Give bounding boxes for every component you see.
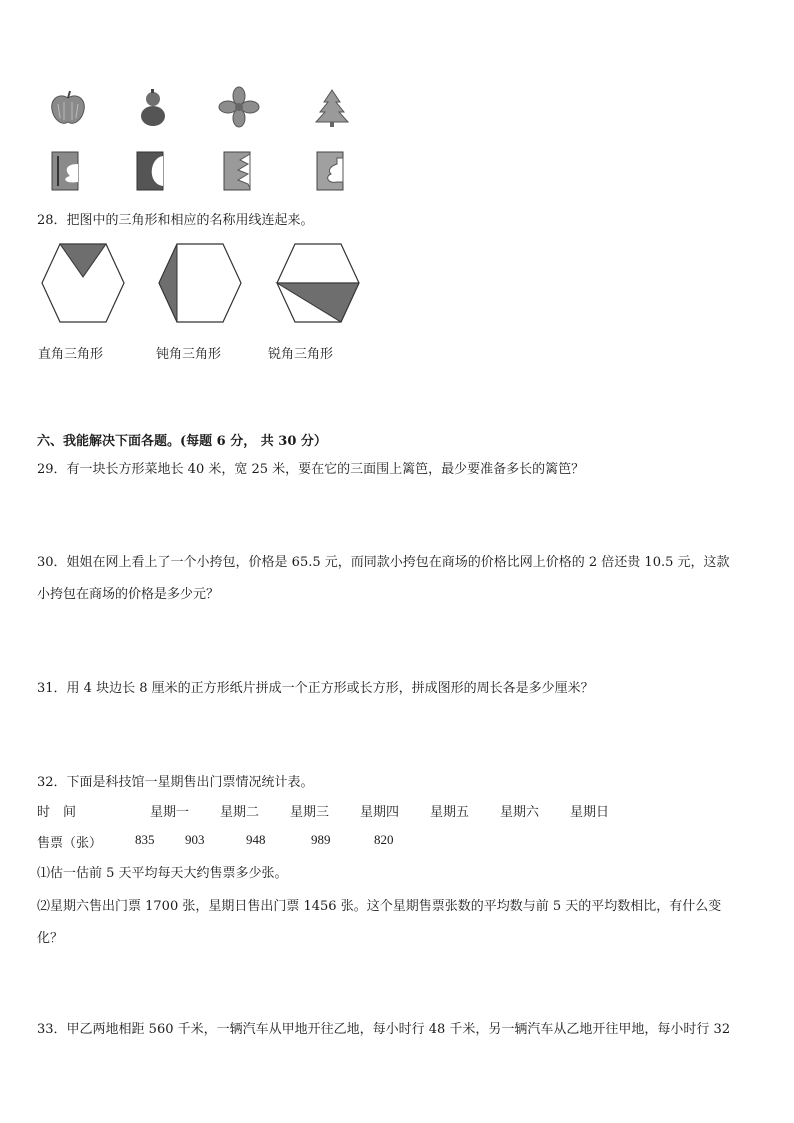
q33-text: 33．甲乙两地相距 560 千米，一辆汽车从甲地开往乙地，每小时行 48 千米，另一辆汽车从乙地开往甲地，每小时行 32 bbox=[37, 1022, 731, 1037]
table-day-thu: 星期四 bbox=[360, 805, 400, 820]
q30-line1: 30．姐姐在网上看上了一个小挎包，价格是 65.5 元，而同款小挎包在商场的价格比网上价格的 2 倍还贵 10.5 元，这款 bbox=[37, 555, 730, 570]
label-obtuse-triangle[interactable]: 钝角三角形 bbox=[156, 347, 222, 362]
table-day-wed: 星期三 bbox=[290, 805, 330, 820]
q32-sub2-line2: 化？ bbox=[37, 931, 64, 946]
table-day-sun: 星期日 bbox=[570, 805, 610, 820]
table-header-label: 时 间 bbox=[37, 805, 77, 820]
half-cutout-c bbox=[222, 150, 254, 192]
label-right-triangle[interactable]: 直角三角形 bbox=[38, 347, 104, 362]
hexagon-obtuse-triangle[interactable] bbox=[155, 242, 245, 324]
pine-tree-icon bbox=[312, 88, 352, 128]
table-day-tue: 星期二 bbox=[220, 805, 260, 820]
q31-text: 31．用 4 块边长 8 厘米的正方形纸片拼成一个正方形或长方形，拼成图形的周长各是多少厘米？ bbox=[37, 681, 594, 696]
q32-sub1: ⑴估一估前 5 天平均每天大约售票多少张。 bbox=[37, 866, 288, 881]
table-row-label: 售票（张） bbox=[37, 836, 103, 851]
half-cutout-b bbox=[135, 150, 167, 192]
table-value-fri: 820 bbox=[374, 832, 394, 847]
label-acute-triangle[interactable]: 锐角三角形 bbox=[268, 347, 334, 362]
q32-intro: 32．下面是科技馆一星期售出门票情况统计表。 bbox=[37, 775, 314, 790]
q28-text: 28．把图中的三角形和相应的名称用线连起来。 bbox=[37, 213, 314, 228]
q30-line2: 小挎包在商场的价格是多少元？ bbox=[37, 587, 220, 602]
q29-text: 29．有一块长方形菜地长 40 米，宽 25 米，要在它的三面围上篱笆，最少要准备多长的篱笆？ bbox=[37, 462, 585, 477]
table-day-fri: 星期五 bbox=[430, 805, 470, 820]
half-cutout-d bbox=[315, 150, 347, 192]
table-value-tue: 903 bbox=[185, 832, 205, 847]
table-value-mon: 835 bbox=[135, 832, 155, 847]
section6-heading: 六、我能解决下面各题。(每题 6 分， 共 30 分） bbox=[37, 434, 327, 449]
table-value-wed: 948 bbox=[246, 832, 266, 847]
hexagon-right-triangle[interactable] bbox=[38, 242, 128, 324]
flower-icon bbox=[218, 86, 260, 128]
q32-sub2-line1: ⑵星期六售出门票 1700 张，星期日售出门票 1456 张。这个星期售票张数的平均数与前 5 天的平均数相比，有什么变 bbox=[37, 899, 722, 914]
half-cutout-a bbox=[50, 150, 82, 192]
table-day-mon: 星期一 bbox=[150, 805, 190, 820]
table-value-thu: 989 bbox=[311, 832, 331, 847]
apple-icon bbox=[48, 88, 88, 128]
hexagon-acute-triangle[interactable] bbox=[273, 242, 363, 324]
table-day-sat: 星期六 bbox=[500, 805, 540, 820]
gourd-icon bbox=[135, 88, 171, 128]
